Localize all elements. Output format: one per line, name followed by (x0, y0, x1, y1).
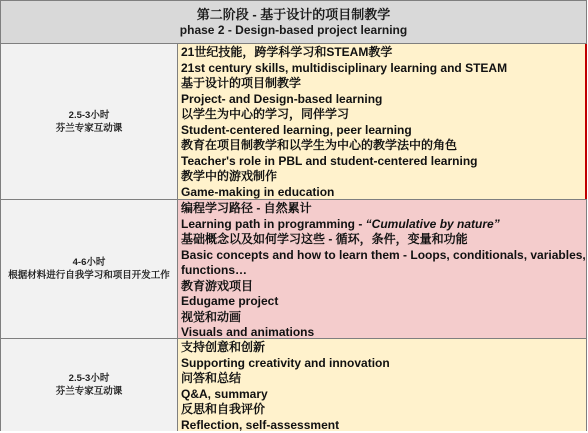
content-line: Visuals and animations (181, 325, 586, 341)
session-content-cell (178, 44, 587, 199)
content-line: 以学生为中心的学习，同伴学习 (181, 107, 585, 123)
session-mode: 芬兰专家互动课 (56, 385, 123, 398)
session-info-cell (1, 339, 178, 431)
session-mode: 根据材料进行自我学习和项目开发工作 (8, 269, 170, 282)
content-line: Reflection, self-assessment (181, 418, 586, 433)
session-duration: 2.5-3小时 (69, 109, 110, 122)
content-line: 21st century skills, multidisciplinary learning and STEAM (181, 61, 585, 77)
header-title-en: phase 2 - Design-based project learning (180, 23, 407, 38)
content-line: 反思和自我评价 (181, 402, 586, 418)
content-line (181, 217, 586, 233)
content-line: 基于设计的项目制教学 (181, 76, 585, 92)
header-title-cn: 第二阶段 - 基于设计的项目制教学 (197, 7, 391, 23)
table-row (1, 44, 587, 200)
content-line: Project- and Design-based learning (181, 92, 585, 108)
content-line: 教育在项目制教学和以学生为中心的教学法中的角色 (181, 138, 585, 154)
content-line: 教育游戏项目 (181, 279, 586, 295)
content-line: 基础概念以及如何学习这些 - 循环，条件，变量和功能 (181, 232, 586, 248)
content-line: Supporting creativity and innovation (181, 356, 586, 372)
session-mode: 芬兰专家互动课 (56, 122, 123, 135)
table-header (1, 1, 587, 44)
content-line: functions… (181, 263, 586, 279)
content-line: Student-centered learning, peer learning (181, 123, 585, 139)
content-line: Edugame project (181, 294, 586, 310)
content-line: 编程学习路径 - 自然累计 (181, 201, 586, 217)
learning-path-prefix: Learning path in programming - (181, 217, 366, 231)
session-info-cell (1, 44, 178, 199)
content-line: 视觉和动画 (181, 310, 586, 326)
session-duration: 2.5-3小时 (69, 372, 110, 385)
content-line: 21世纪技能，跨学科学习和STEAM教学 (181, 45, 585, 61)
content-line: Basic concepts and how to learn them - Loops, conditionals, variables, (181, 248, 586, 264)
table-row (1, 200, 587, 339)
session-content-cell (178, 339, 587, 431)
table-row (1, 339, 587, 431)
learning-path-emphasis: “Cumulative by nature” (366, 217, 500, 231)
content-line: 教学中的游戏制作 (181, 169, 585, 185)
content-line: Q&A, summary (181, 387, 586, 403)
content-line: 问答和总结 (181, 371, 586, 387)
content-line: 支持创意和创新 (181, 340, 586, 356)
content-line: Game-making in education (181, 185, 585, 201)
session-info-cell (1, 200, 178, 338)
content-line: Teacher's role in PBL and student-centered learning (181, 154, 585, 170)
session-duration: 4-6小时 (73, 256, 106, 269)
session-content-cell (178, 200, 587, 338)
